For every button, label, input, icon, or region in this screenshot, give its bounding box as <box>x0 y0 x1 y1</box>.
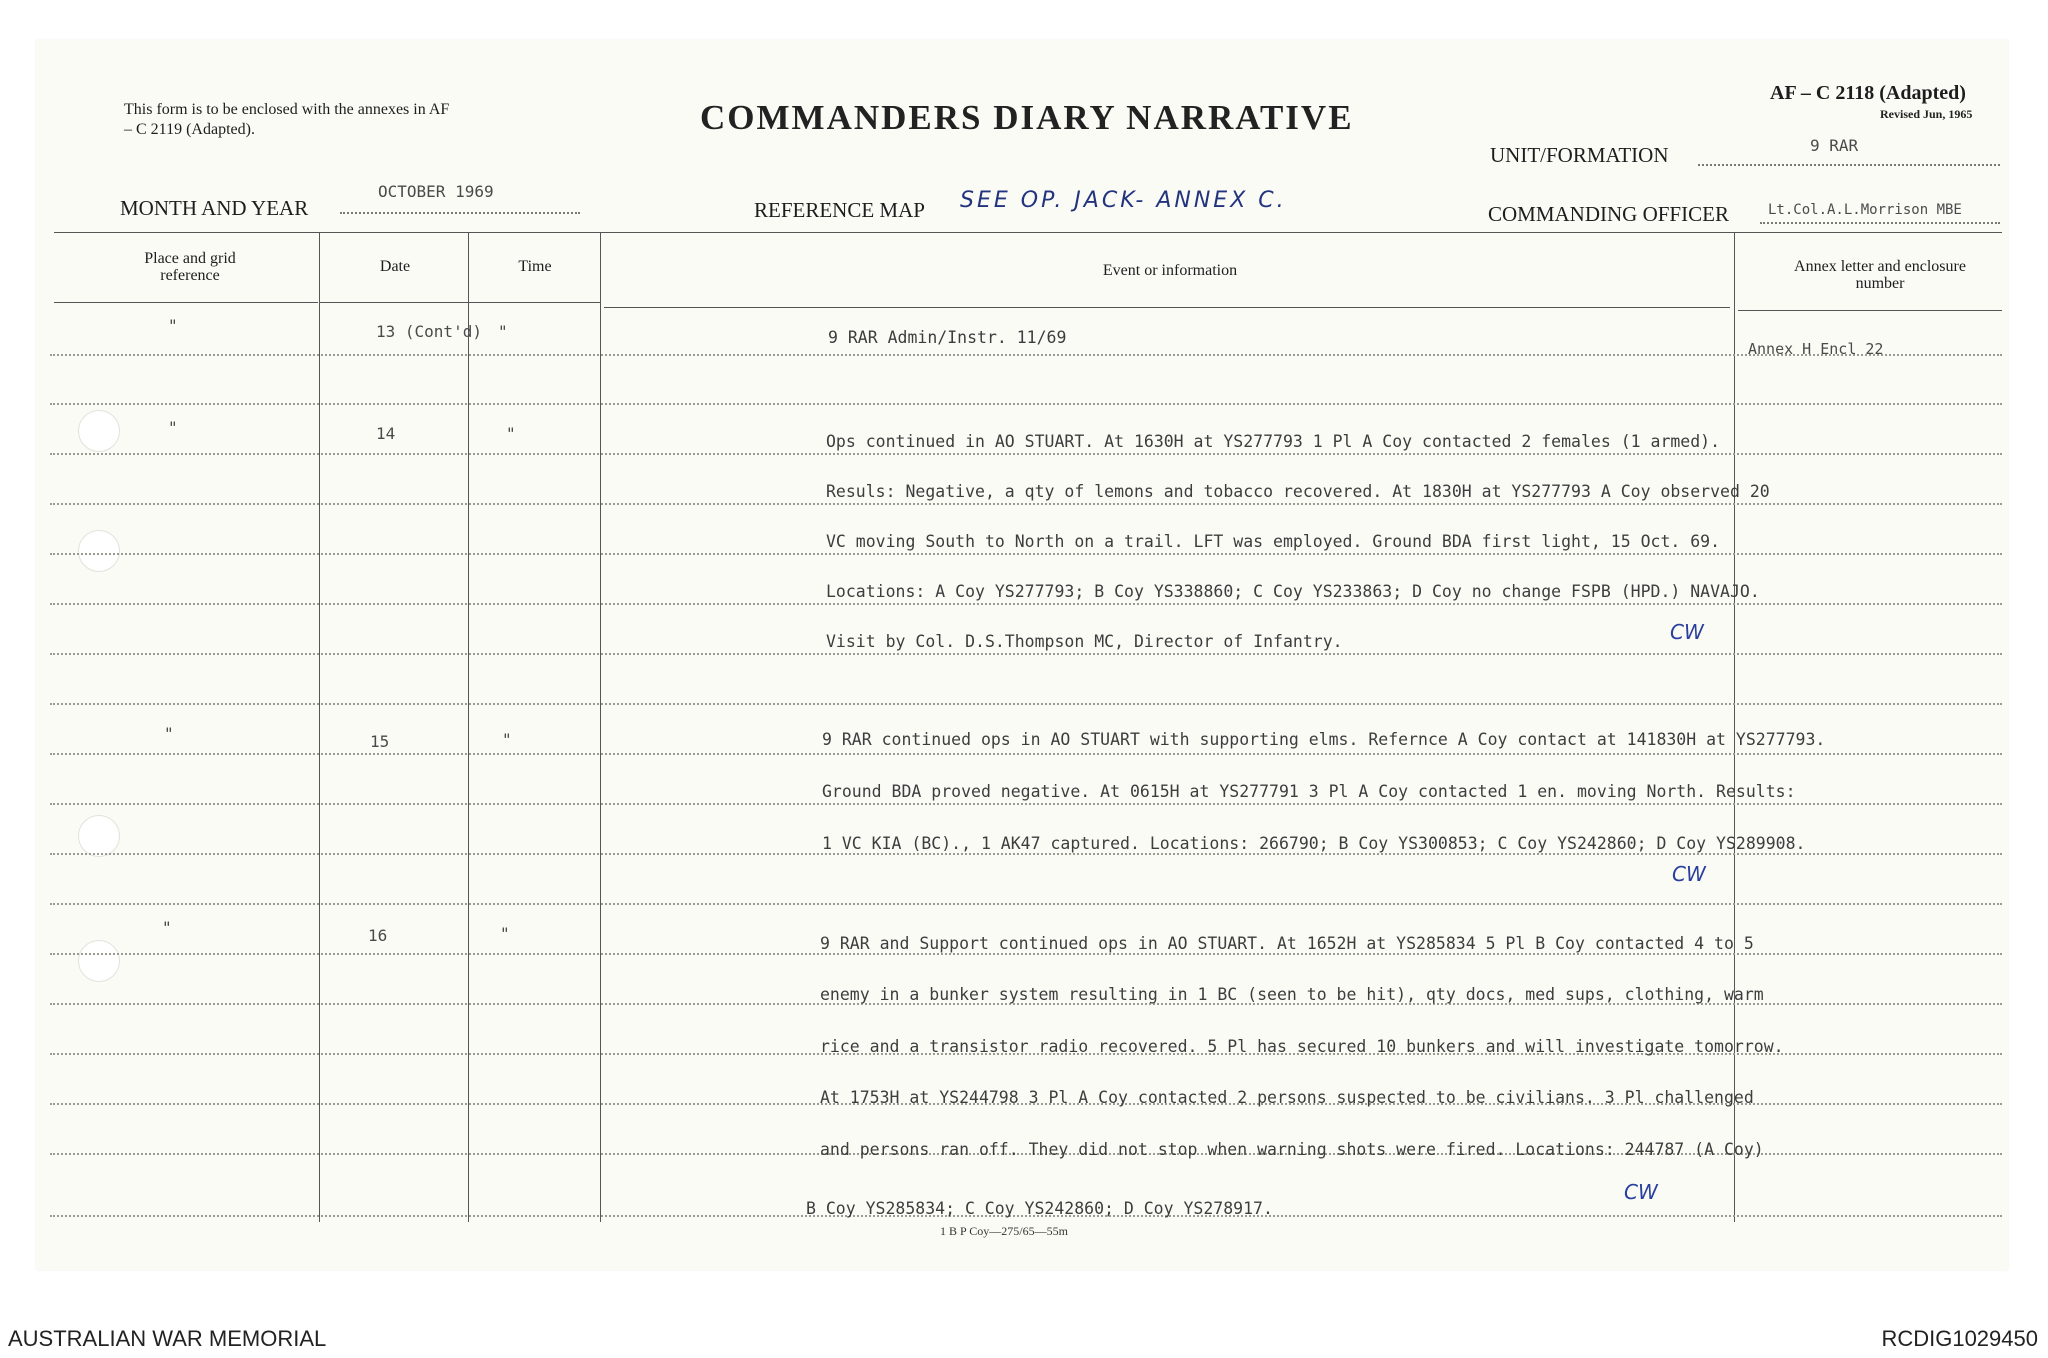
ruled-line <box>50 403 2002 405</box>
ruled-line <box>50 553 2002 555</box>
event-line: VC moving South to North on a trail. LFT was employed. Ground BDA first light, 15 Oct. 69. <box>826 532 1721 551</box>
event-line: Ground BDA proved negative. At 0615H at YS277791 3 Pl A Coy contacted 1 en. moving North. Results: <box>822 782 1796 801</box>
punch-hole <box>78 410 120 452</box>
month-year-label: MONTH AND YEAR <box>120 196 309 220</box>
month-year-value: OCTOBER 1969 <box>378 182 494 201</box>
header-annex: Annex letter and enclosure number <box>1794 258 1966 292</box>
handwritten-initials: CW <box>1670 620 1704 644</box>
annex-reference: Annex H Encl 22 <box>1748 340 1884 358</box>
commanding-officer-value: Lt.Col.A.L.Morrison MBE <box>1768 202 1962 218</box>
event-line: 1 VC KIA (BC)., 1 AK47 captured. Locations: 266790; B Coy YS300853; C Coy YS242860; D Coy YS289908. <box>822 834 1806 853</box>
commanding-officer-label: COMMANDING OFFICER <box>1488 202 1729 226</box>
ruled-line <box>50 903 2002 905</box>
event-line: 9 RAR continued ops in AO STUART with supporting elms. Refernce A Coy contact at 141830H at YS277793. <box>822 730 1826 749</box>
header-place: Place and grid reference <box>144 250 236 284</box>
entry-place: " <box>162 918 172 937</box>
event-line: 9 RAR Admin/Instr. 11/69 <box>828 328 1067 347</box>
column-divider <box>468 232 469 1222</box>
event-line: enemy in a bunker system resulting in 1 BC (seen to be hit), qty docs, med sups, clothing, warm <box>820 985 1764 1004</box>
event-line: Resuls: Negative, a qty of lemons and tobacco recovered. At 1830H at YS277793 A Coy observed 20 <box>826 482 1770 501</box>
punch-hole <box>78 530 120 572</box>
event-line: Ops continued in AO STUART. At 1630H at YS277793 1 Pl A Coy contacted 2 females (1 armed). <box>826 432 1721 451</box>
punch-hole <box>78 940 120 982</box>
column-divider <box>1734 232 1735 1222</box>
entry-date: 14 <box>376 424 396 443</box>
unit-dotted-line <box>1698 164 2000 166</box>
ruled-line <box>50 703 2002 705</box>
archive-record-id: RCDIG1029450 <box>1881 1326 2038 1351</box>
event-line: rice and a transistor radio recovered. 5 Pl has secured 10 bunkers and will investigate tomorrow. <box>820 1037 1784 1056</box>
month-year-dotted-line <box>340 212 580 214</box>
event-line: and persons ran off. They did not stop when warning shots were fired. Locations: 244787 (A Coy) <box>820 1140 1764 1159</box>
column-divider <box>319 232 320 1222</box>
header-time: Time <box>518 258 552 275</box>
header-underline <box>54 302 318 303</box>
header-underline <box>604 307 1730 308</box>
ruled-line <box>50 603 2002 605</box>
entry-time: " <box>500 924 510 943</box>
unit-label: UNIT/FORMATION <box>1490 143 1669 167</box>
event-line: Visit by Col. D.S.Thompson MC, Director of Infantry. <box>826 632 1343 651</box>
unit-value: 9 RAR <box>1810 136 1859 155</box>
entry-place: " <box>168 418 178 437</box>
revised-date: Revised Jun, 1965 <box>1880 107 1973 121</box>
handwritten-initials: CW <box>1624 1180 1658 1204</box>
form-code: AF – C 2118 (Adapted) <box>1770 82 1966 104</box>
enclosure-note: This form is to be enclosed with the annexes in AF – C 2119 (Adapted). <box>124 101 450 138</box>
ruled-line <box>50 503 2002 505</box>
event-line: At 1753H at YS244798 3 Pl A Coy contacted 2 persons suspected to be civilians. 3 Pl challenged <box>820 1088 1754 1107</box>
entry-time: " <box>502 730 512 749</box>
ruled-line <box>50 354 2002 356</box>
table-top-rule <box>54 232 2002 233</box>
ruled-line <box>50 453 2002 455</box>
entry-time: " <box>498 322 508 341</box>
event-line: B Coy YS285834; C Coy YS242860; D Coy YS278917. <box>806 1199 1273 1218</box>
form-title: COMMANDERS DIARY NARRATIVE <box>700 98 1354 137</box>
co-dotted-line <box>1760 222 2000 224</box>
ruled-line <box>50 953 2002 955</box>
reference-map-label: REFERENCE MAP <box>754 198 925 222</box>
entry-place: " <box>168 316 178 335</box>
punch-hole <box>78 815 120 857</box>
event-line: 9 RAR and Support continued ops in AO STUART. At 1652H at YS285834 5 Pl B Coy contacted 4 to 5 <box>820 934 1754 953</box>
entry-time: " <box>506 424 516 443</box>
header-event: Event or information <box>1102 262 1238 279</box>
column-divider <box>600 232 601 1222</box>
entry-date: 13 (Cont'd) <box>376 322 482 341</box>
entry-place: " <box>164 724 174 743</box>
ruled-line <box>50 803 2002 805</box>
archive-name: AUSTRALIAN WAR MEMORIAL <box>8 1326 327 1351</box>
reference-map-value: SEE OP. JACK- ANNEX C. <box>960 188 1287 213</box>
ruled-line <box>50 753 2002 755</box>
ruled-line <box>50 853 2002 855</box>
entry-date: 16 <box>368 926 388 945</box>
handwritten-initials: CW <box>1672 862 1706 886</box>
header-underline <box>320 302 600 303</box>
event-line: Locations: A Coy YS277793; B Coy YS338860; C Coy YS233863; D Coy no change FSPB (HPD.) NAVAJO. <box>826 582 1760 601</box>
header-date: Date <box>379 258 411 275</box>
entry-date: 15 <box>370 732 390 751</box>
printer-imprint: 1 B P Coy—275/65—55m <box>940 1224 1068 1238</box>
header-underline <box>1738 310 2002 311</box>
ruled-line <box>50 653 2002 655</box>
